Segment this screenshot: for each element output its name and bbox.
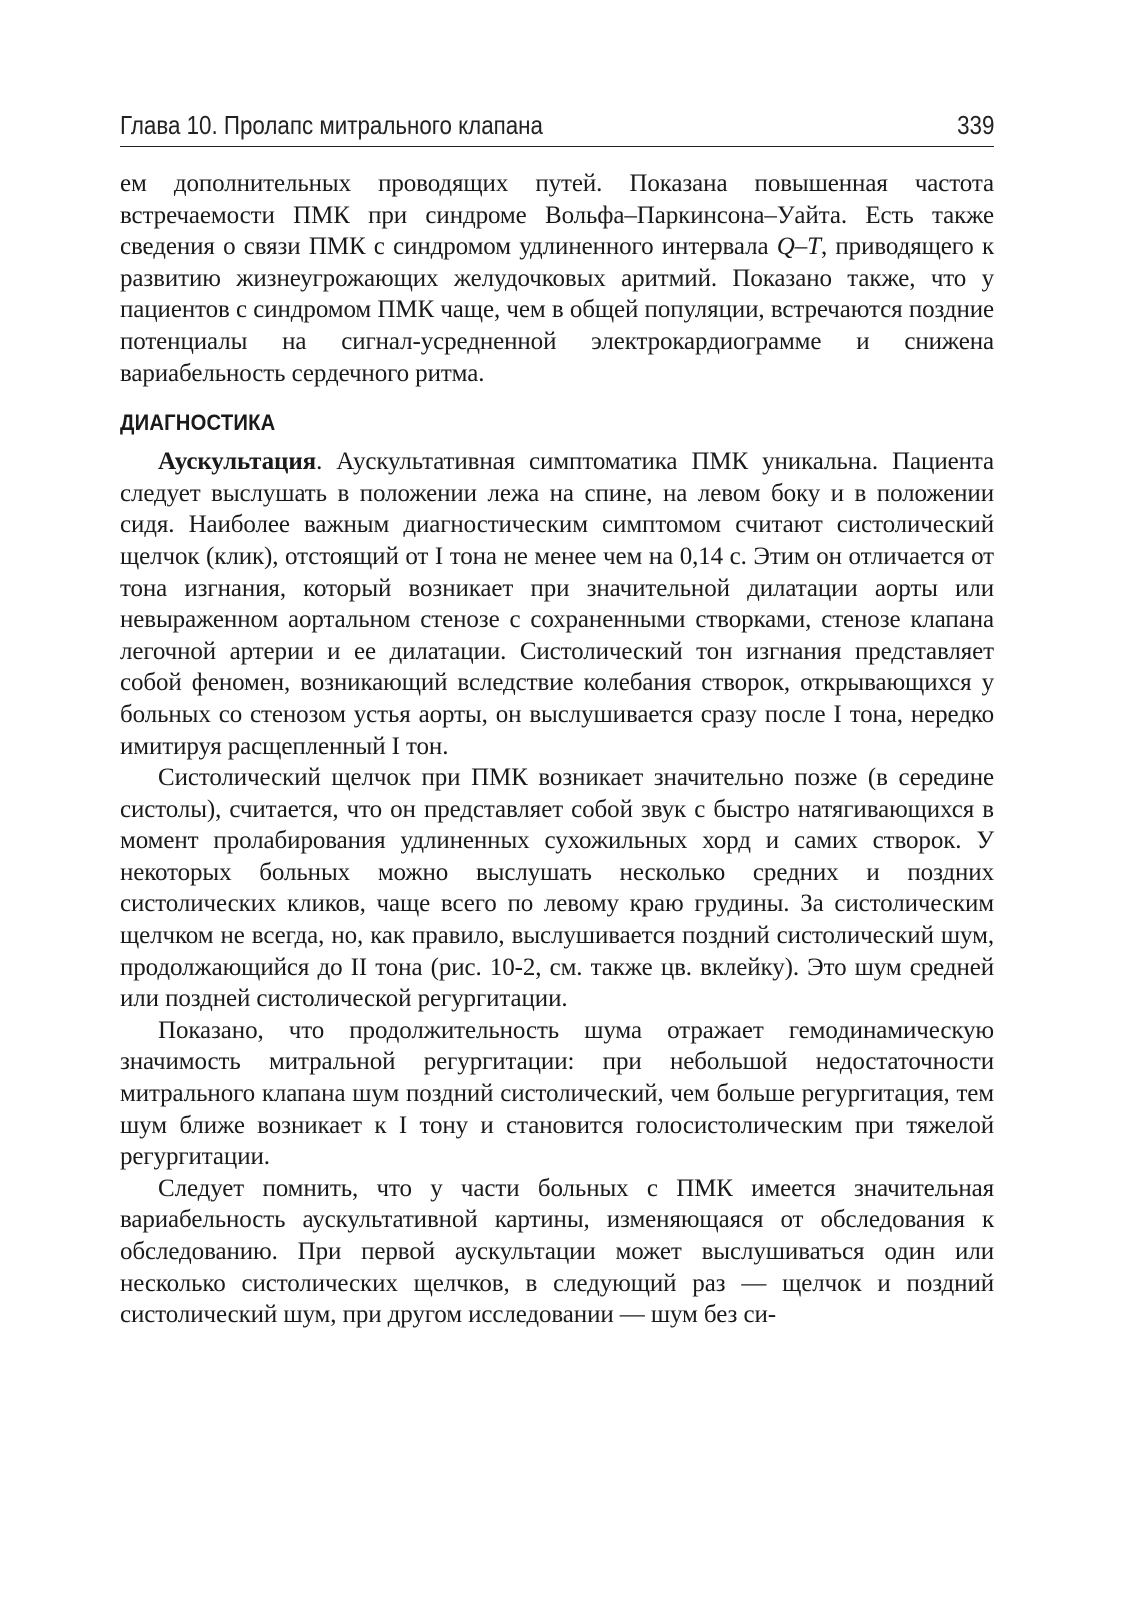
paragraph-2-text: . Аускультативная симптоматика ПМК уникальна. Пациента следует выслушать в положении лежа на спине, на левом боку и в положении сидя. Наиболее важным диагностическим симптомом считают систолический щелчок (клик), отстоящий от I тона не менее чем на 0,14 с. Этим он отличается от тона изгнания, который возникает при значительной дилатации аорты или невыраженном аортальном стенозе с сохраненными створками, стенозе клапана легочной артерии и ее дилатации. Систолический тон изгнания представляет собой феномен, возникающий вследствие колебания створок, открывающихся у больных со стенозом устья аорты, он выслушивается сразу после I тона, нередко имитируя расщепленный I тон.: [120, 448, 994, 760]
paragraph-variability: Следует помнить, что у части больных с ПМК имеется значительная вариабельность аускультативной картины, изменяющаяся от обследования к обследованию. При первой аускультации может выслушиваться один или несколько систолических щелчков, в следующий раз — щелчок и поздний систолический шум, при другом исследовании — шум без си-: [120, 1174, 994, 1329]
paragraph-murmur-duration: Показано, что продолжительность шума отражает гемодинамическую значимость митральной регургитации: при небольшой недостаточности митрального клапана шум поздний систолический, чем больше регургитация, тем шум ближе возникает к I тону и становится голосистолическим при тяжелой регургитации.: [120, 1016, 994, 1171]
page-number: 339: [956, 110, 994, 140]
paragraph-systolic-click: Систолический щелчок при ПМК возникает значительно позже (в середине систолы), считается, что он представляет собой звук с быстро натягивающихся в момент пролабирования удлиненных сухожильных хорд и самих створок. У некоторых больных можно выслушать несколько средних и поздних систолических кликов, чаще всего по левому краю грудины. За систолическим щелчком не всегда, но, как правило, выслушивается поздний систолический шум, продолжающийся до II тона (рис. 10-2, см. также цв. вклейку). Это шум средней или поздней систолической регургитации.: [120, 764, 994, 1013]
paragraph-auscultation: [120, 446, 994, 762]
chapter-title: Глава 10. Пролапс митрального клапана: [120, 110, 543, 140]
paragraph-continued: [120, 168, 994, 389]
paragraph-1-text-b: , приводящего к развитию жизнеугрожающих желудочковых аритмий. Показано также, что у пациентов с синдромом ПМК чаще, чем в общей популяции, встречаются поздние потенциалы на сигнал-усредненной электрокардиограмме и снижена вариабельность сердечного ритма.: [120, 233, 994, 387]
section-heading: ДИАГНОСТИКА: [120, 410, 276, 436]
run-in-heading: Аускультация: [158, 448, 317, 476]
running-head: [120, 108, 994, 147]
qt-interval-term: Q–T: [776, 233, 821, 261]
body-text: [120, 168, 994, 1331]
paragraph-1-text-a: ем дополнительных проводящих путей. Показана повышенная частота встречаемости ПМК при синдроме Вольфа–Паркинсона–Уайта. Есть также сведения о связи ПМК с синдромом удлиненного интервала: [120, 170, 994, 261]
